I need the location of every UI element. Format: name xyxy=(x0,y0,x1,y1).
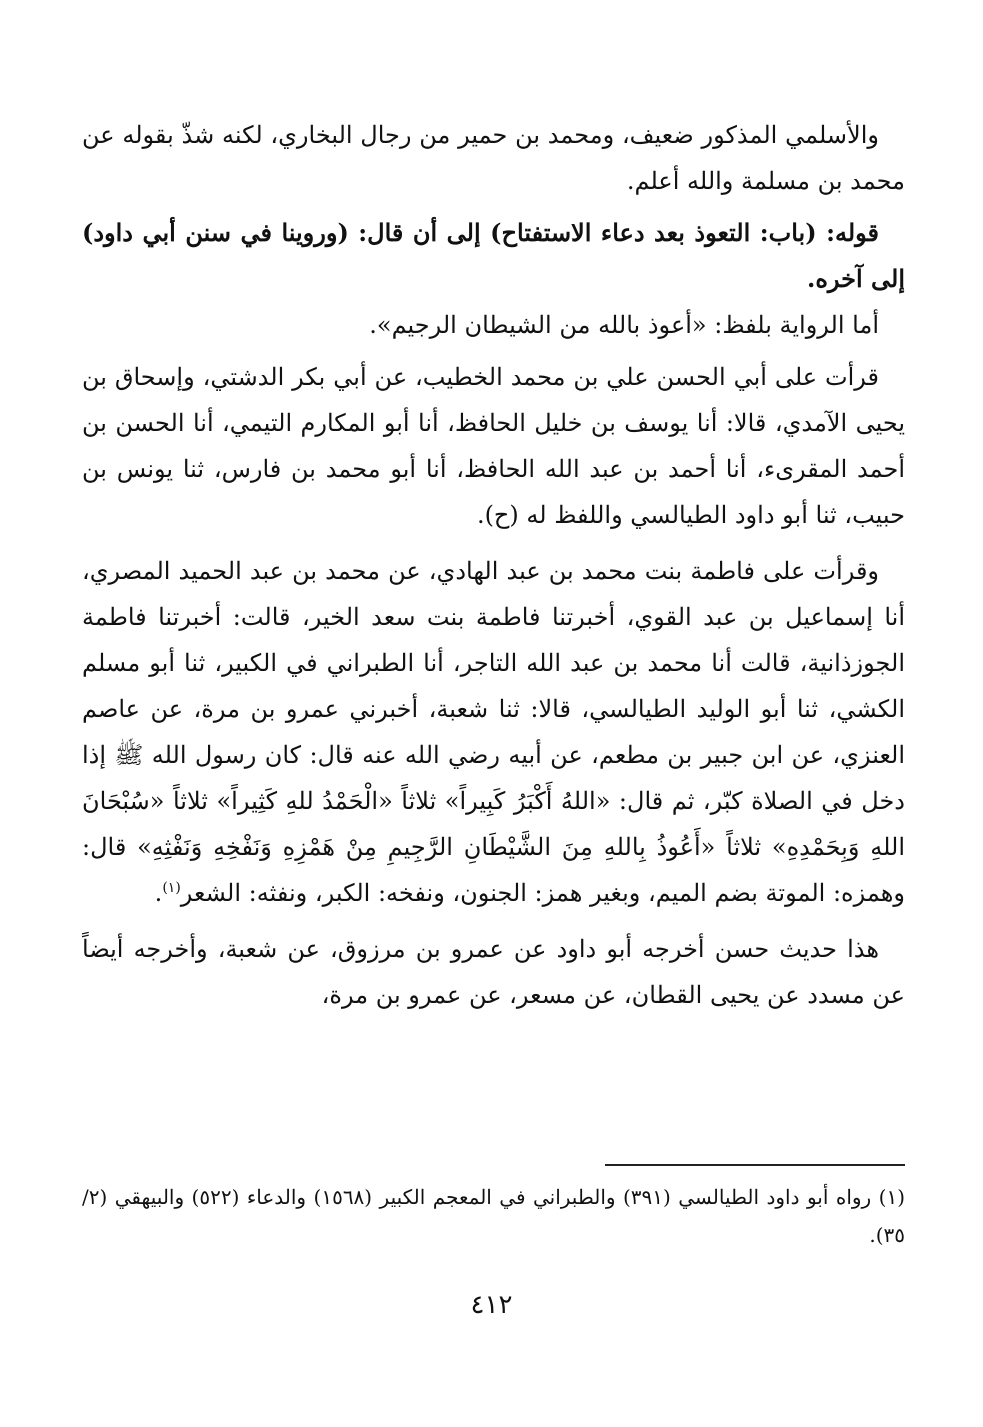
footnote xyxy=(82,1178,905,1254)
main-text xyxy=(82,112,905,1018)
footnote-text: (١) رواه أبو داود الطيالسي (٣٩١) والطبراني في المعجم الكبير (١٥٦٨) والدعاء (٥٢٢) والبيهقي (٢/ ٣٥). xyxy=(82,1185,905,1247)
paragraph-2-label: قوله: xyxy=(826,218,880,247)
paragraph-2-text: (باب: التعوذ بعد دعاء الاستفتاح) إلى أن قال: (وروينا في سنن أبي داود) إلى آخره. xyxy=(82,218,905,293)
paragraph-6: هذا حديث حسن أخرجه أبو داود عن عمرو بن مرزوق، عن شعبة، وأخرجه أيضاً عن مسدد عن يحيى القطان، عن مسعر، عن عمرو بن مرة، xyxy=(82,935,905,1009)
paragraph-5-text: وقرأت على فاطمة بنت محمد بن عبد الهادي، عن محمد بن عبد الحميد المصري، أنا إسماعيل بن عبد القوي، أخبرتنا فاطمة بنت سعد الخير، قالت: أخبرتنا فاطمة الجوزذانية، قالت أنا محمد بن عبد الله التاجر، أنا الطبراني في الكبير، ثنا أبو مسلم الكشي، ثنا أبو الوليد الطيالسي، قالا: ثنا شعبة، أخبرني عمرو بن مرة، عن عاصم العنزي، عن ابن جبير بن مطعم، عن أبيه رضي الله عنه قال: كان رسول الله ﷺ إذا دخل في الصلاة كبّر، ثم قال: «اللهُ أَكْبَرُ كَبِيراً» ثلاثاً «الْحَمْدُ للهِ كَثِيراً» ثلاثاً «سُبْحَانَ اللهِ وَبِحَمْدِهِ» ثلاثاً «أَعُوذُ بِاللهِ مِنَ الشَّيْطَانِ الرَّجِيمِ مِنْ هَمْزِهِ وَنَفْخِهِ وَنَفْثِهِ» قال: وهمزه: الموتة بضم الميم، وبغير همز: الجنون، ونفخه: الكبر، ونفثه: الشعر xyxy=(82,557,905,907)
paragraph-2 xyxy=(82,210,905,302)
footnote-divider xyxy=(605,1164,905,1166)
paragraph-5-end: . xyxy=(154,879,163,907)
footnote-reference: (١) xyxy=(162,880,181,896)
paragraph-5 xyxy=(82,548,905,916)
paragraph-3: أما الرواية بلفظ: «أعوذ بالله من الشيطان الرجيم». xyxy=(369,311,879,339)
paragraph-1: والأسلمي المذكور ضعيف، ومحمد بن حمير من رجال البخاري، لكنه شذّ بقوله عن محمد بن مسلمة والله أعلم. xyxy=(82,121,905,195)
page-number: ٤١٢ xyxy=(470,1290,513,1320)
paragraph-4: قرأت على أبي الحسن علي بن محمد الخطيب، عن أبي بكر الدشتي، وإسحاق بن يحيى الآمدي، قالا: أنا يوسف بن خليل الحافظ، أنا أبو المكارم التيمي، أنا الحسن بن أحمد المقرىء، أنا أحمد بن عبد الله الحافظ، أنا أبو محمد بن فارس، ثنا يونس بن حبيب، ثنا أبو داود الطيالسي واللفظ له (ح). xyxy=(82,363,906,529)
